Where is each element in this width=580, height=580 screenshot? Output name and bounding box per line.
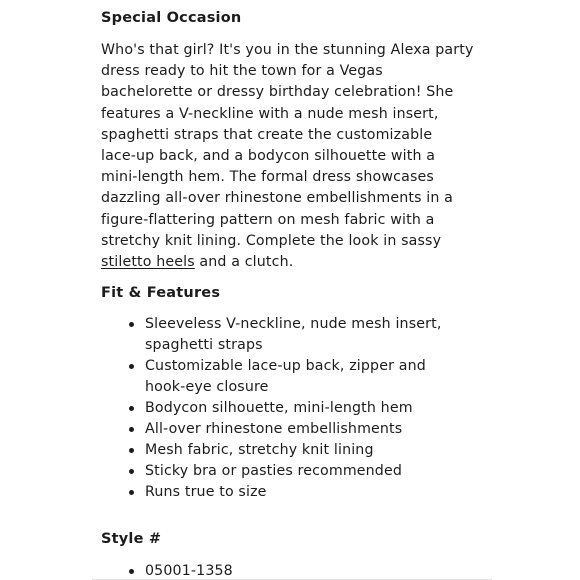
description-line-end: and a clutch. xyxy=(194,254,294,271)
list-item xyxy=(145,482,441,503)
stiletto-heels-link[interactable]: stiletto heels xyxy=(101,254,195,271)
style-number-list xyxy=(145,561,233,580)
list-item-text: Sleeveless V-neckline, nude mesh insert, xyxy=(145,316,442,332)
bullet-icon xyxy=(129,490,134,495)
list-item-text: spaghetti straps xyxy=(145,337,263,353)
description-line: spaghetti straps that create the customizable xyxy=(101,126,433,143)
bullet-icon xyxy=(129,469,134,474)
list-item xyxy=(145,440,441,461)
description-line: dress ready to hit the town for a Vegas xyxy=(101,63,383,80)
list-item xyxy=(145,398,441,419)
description-line: lace-up back, and a bodycon silhouette with a xyxy=(101,148,436,165)
fit-features-heading: Fit & Features xyxy=(101,285,221,301)
special-occasion-heading: Special Occasion xyxy=(101,10,242,26)
list-item-text: Bodycon silhouette, mini-length hem xyxy=(145,400,413,416)
features-list xyxy=(145,314,441,503)
list-item-text: Customizable lace-up back, zipper and xyxy=(145,358,426,374)
description-line: figure-flattering pattern on mesh fabric with a xyxy=(101,211,435,228)
description-line: stretchy knit lining. Complete the look in sassy xyxy=(101,232,442,249)
bullet-icon xyxy=(129,569,134,574)
description-last-line xyxy=(101,252,471,273)
list-item xyxy=(145,561,233,580)
list-item-text: Runs true to size xyxy=(145,484,267,500)
list-item-text: Mesh fabric, stretchy knit lining xyxy=(145,442,374,458)
list-item xyxy=(145,356,441,398)
list-item-text: Sticky bra or pasties recommended xyxy=(145,463,402,479)
list-item-text: hook-eye closure xyxy=(145,379,269,395)
description-line: features a V-neckline with a nude mesh insert, xyxy=(101,105,439,122)
description-paragraph xyxy=(101,40,474,273)
description-line: dazzling all-over rhinestone embellishments in a xyxy=(101,190,454,207)
description-line: bachelorette or dressy birthday celebration! She xyxy=(101,84,454,101)
list-item xyxy=(145,461,441,482)
description-line: mini-length hem. The formal dress showcases xyxy=(101,169,434,186)
list-item xyxy=(145,314,441,356)
list-item-text: All-over rhinestone embellishments xyxy=(145,421,403,437)
bullet-icon xyxy=(129,427,134,432)
style-number-value: 05001-1358 xyxy=(145,563,233,579)
bullet-icon xyxy=(129,448,134,453)
list-item xyxy=(145,419,441,440)
bullet-icon xyxy=(129,364,134,369)
bullet-icon xyxy=(129,406,134,411)
description-line: Who's that girl? It's you in the stunning Alexa party xyxy=(101,42,474,58)
bullet-icon xyxy=(129,322,134,327)
style-number-heading: Style # xyxy=(101,531,162,547)
